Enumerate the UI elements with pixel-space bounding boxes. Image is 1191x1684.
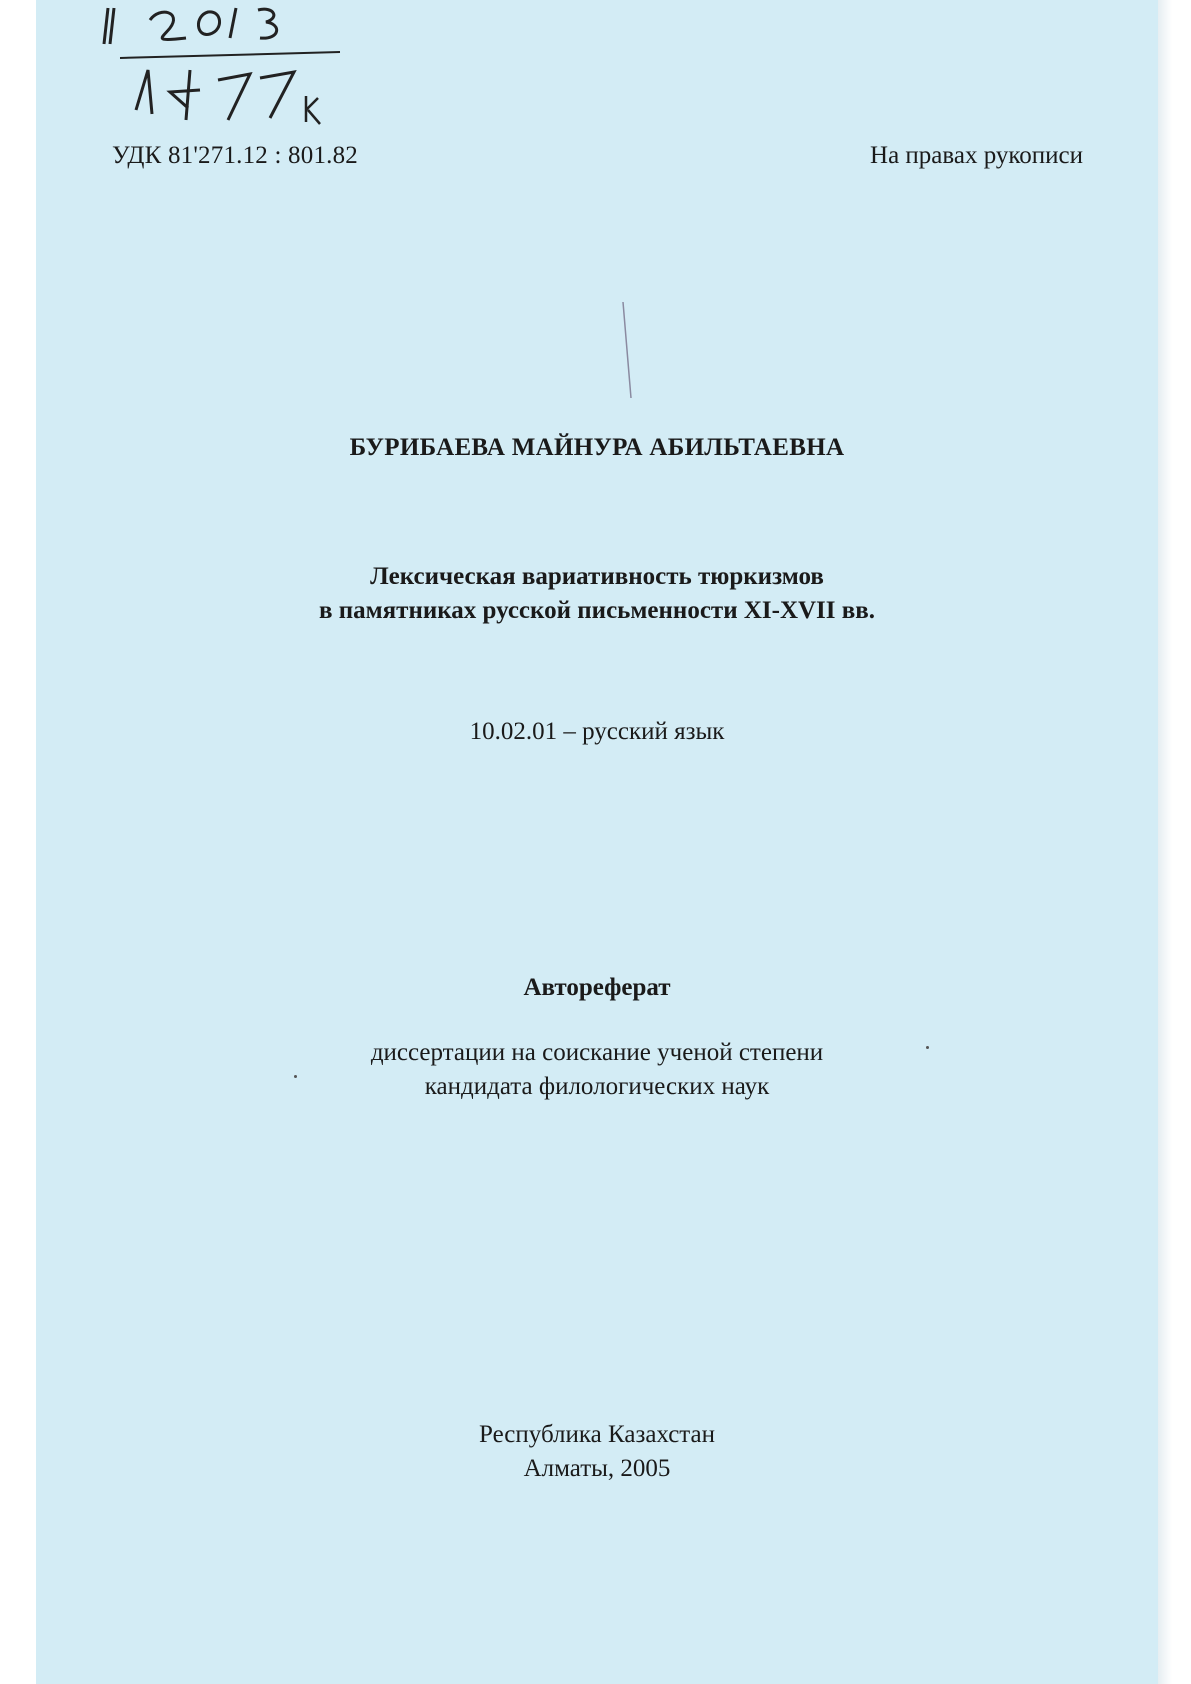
speck-mark	[926, 1046, 929, 1049]
udk-code: УДК 81'271.12 : 801.82	[112, 142, 359, 169]
title-line-2: в памятниках русской письменности XI-XVII вв.	[318, 597, 876, 624]
page-edge-shadow	[1158, 0, 1172, 1684]
pencil-mark	[621, 300, 635, 400]
document-type: Автореферат	[523, 974, 671, 1001]
handwritten-library-stamp	[90, 0, 380, 140]
purpose-line-2: кандидата филологических наук	[424, 1073, 770, 1100]
speck-mark	[294, 1075, 297, 1078]
purpose-line-1: диссертации на соискание ученой степени	[370, 1039, 824, 1066]
cover-page	[36, 0, 1158, 1684]
dissertation-title	[36, 560, 1158, 628]
place-line-1: Республика Казахстан	[479, 1421, 715, 1448]
specialty-code: 10.02.01 – русский язык	[469, 718, 725, 745]
place-line-2: Алматы, 2005	[523, 1455, 671, 1482]
publication-place	[36, 1418, 1158, 1486]
author-name: БУРИБАЕВА МАЙНУРА АБИЛЬТАЕВНА	[349, 434, 845, 461]
dissertation-purpose	[36, 1036, 1158, 1104]
rights-notice: На правах рукописи	[870, 142, 1083, 169]
title-line-1: Лексическая вариативность тюркизмов	[370, 563, 824, 590]
